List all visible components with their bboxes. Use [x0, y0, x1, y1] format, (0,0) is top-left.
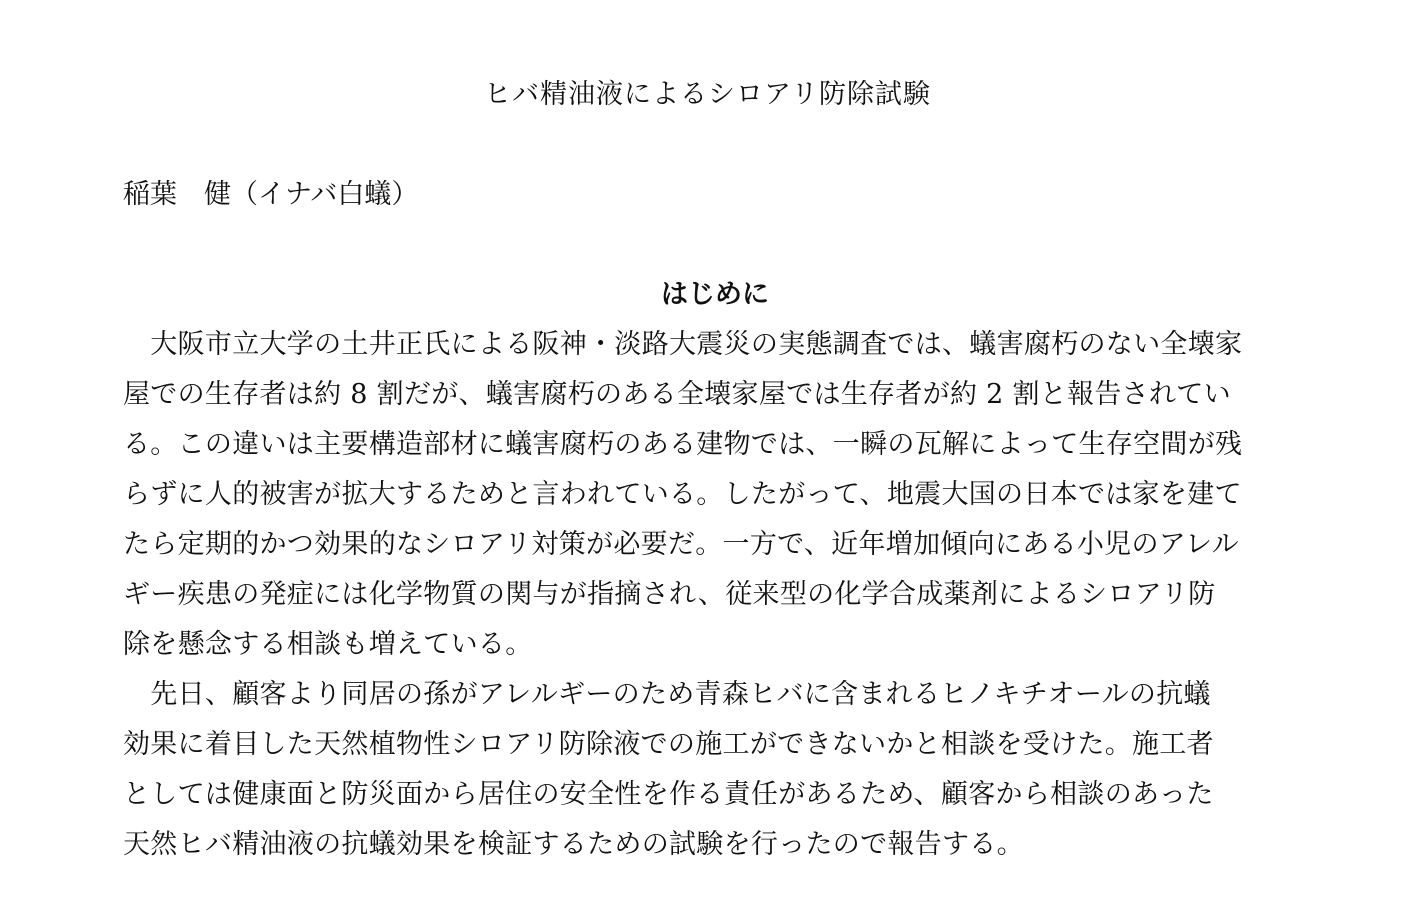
body-line: としては健康面と防災面から居住の安全性を作る責任があるため、顧客から相談のあった — [123, 779, 1214, 810]
body-line: らずに人的被害が拡大するためと言われている。したがって、地震大国の日本では家を建て — [123, 479, 1242, 510]
body-line: 効果に着目した天然植物性シロアリ防除液での施工ができないかと相談を受けた。施工者 — [123, 729, 1214, 760]
body-line: 大阪市立大学の土井正氏による阪神・淡路大震災の実態調査では、蟻害腐朽のない全壊家 — [123, 329, 1243, 360]
body-line: 先日、顧客より同居の孫がアレルギーのため青森ヒバに含まれるヒノキチオールの抗蟻 — [123, 679, 1211, 710]
body-line: 天然ヒバ精油液の抗蟻効果を検証するための試験を行ったので報告する。 — [123, 829, 1024, 860]
body-text — [123, 320, 1305, 870]
document-title: ヒバ精油液によるシロアリ防除試験 — [484, 79, 931, 110]
author-line: 稲葉 健（イナバ白蟻） — [123, 179, 419, 210]
body-line: 除を懸念する相談も増えている。 — [123, 629, 533, 660]
body-line: 屋での生存者は約 8 割だが、蟻害腐朽のある全壊家屋では生存者が約 2 割と報告されてい — [123, 379, 1231, 410]
section-heading: はじめに — [661, 279, 769, 310]
body-line: る。この違いは主要構造部材に蟻害腐朽のある建物では、一瞬の瓦解によって生存空間が残 — [123, 429, 1243, 460]
body-line: ギー疾患の発症には化学物質の関与が指摘され、従来型の化学合成薬剤によるシロアリ防 — [123, 579, 1216, 610]
body-line: たら定期的かつ効果的なシロアリ対策が必要だ。一方で、近年増加傾向にある小児のアレル — [123, 529, 1239, 560]
